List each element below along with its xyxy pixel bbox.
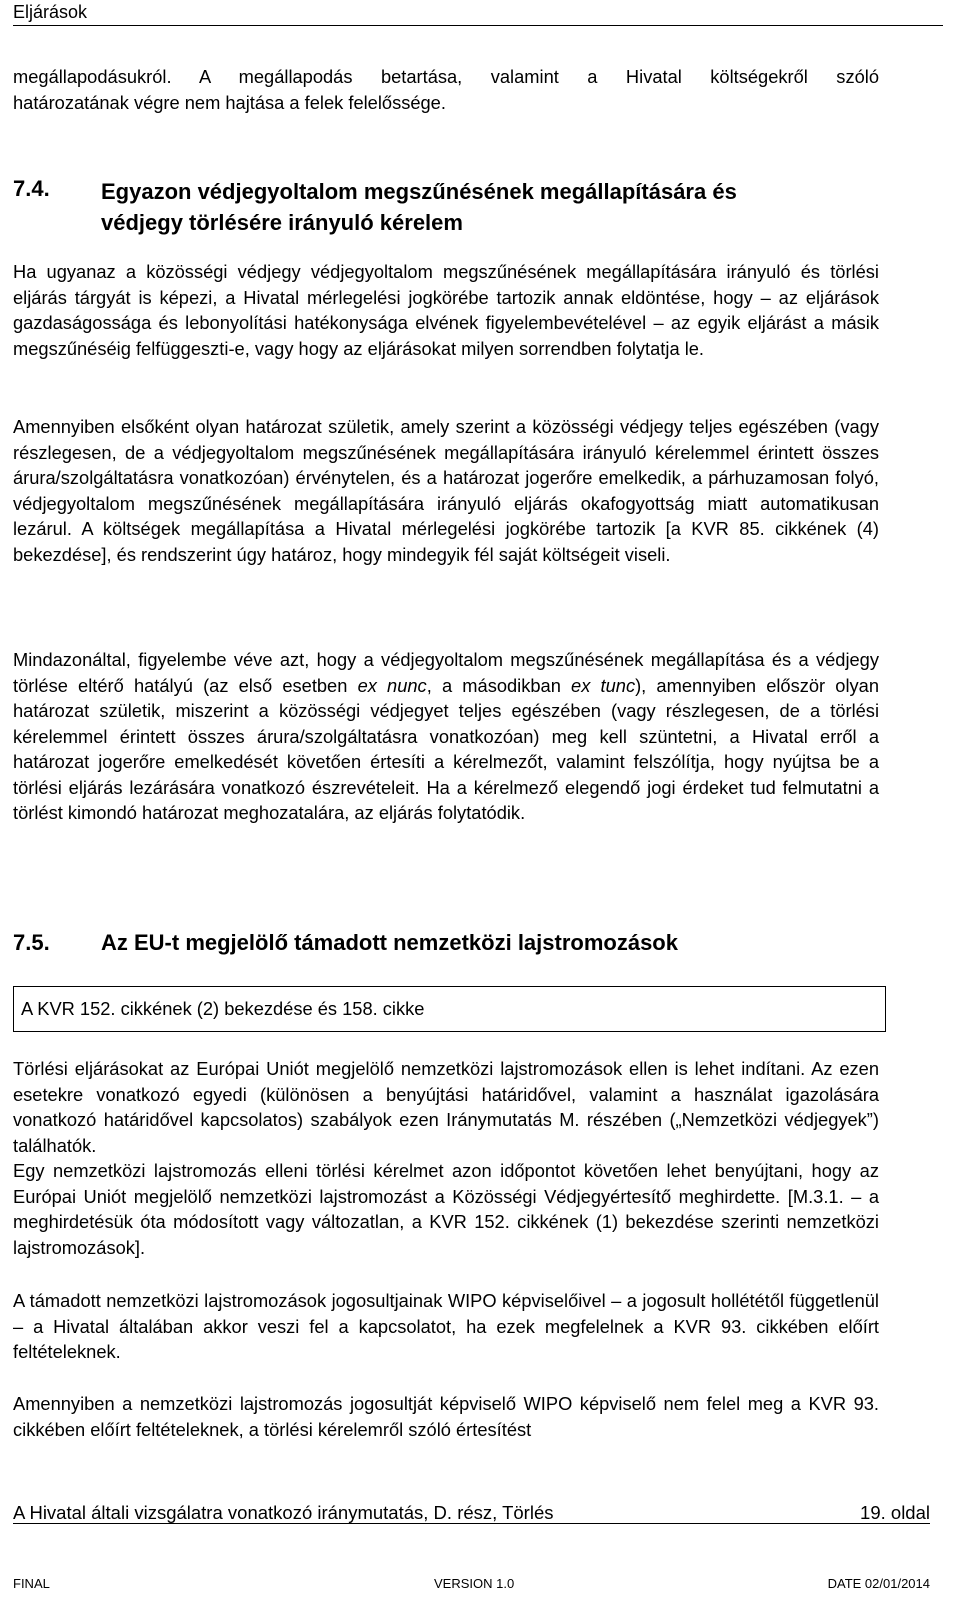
section-7-5-number: 7.5. [13, 930, 50, 955]
footer-status: FINAL [13, 1576, 50, 1591]
section-7-4-title-line-1: Egyazon védjegyoltalom megszűnésének megállapítására és [101, 179, 737, 204]
p3-text-c: ), amennyiben először olyan határozat születik, miszerint a közösségi védjegyet teljes egészében (vagy részlegesen, de a törlési kérelemmel érintett összes árura/szolgáltatásra vonatkozóan) meg kell szüntetni, a Hivatal erről a határozat jogerőre emelkedését követően értesíti a kérelmezőt, valamint felszólítja, hogy nyújtsa be a törlési eljárás lezárására vonatkozó észrevételeit. Ha a kérelmező elegendő jogi érdeket tud felmutatni a törlést kimondó határozat meghozatalára, az eljárás folytatódik. [13, 674, 880, 823]
section-7-5-title: Az EU-t megjelölő támadott nemzetközi lajstromozások [101, 930, 678, 955]
p3-text-b: , a másodikban [426, 674, 572, 696]
section-7-4-paragraph-3 [13, 647, 879, 826]
legal-reference-box [13, 986, 886, 1032]
p3-text-a: Mindazonáltal, figyelembe véve azt, hogy a védjegyoltalom megszűnésének megállapítása és a védjegy törlése eltérő hatályú (az első esetben [13, 649, 879, 696]
intro-line-1: megállapodásukról. A megállapodás betartása, valamint a Hivatal költségekről szóló [13, 66, 879, 87]
footer-document-title: A Hivatal általi vizsgálatra vonatkozó iránymutatás, D. rész, Törlés [13, 1502, 554, 1523]
footer-date: DATE 02/01/2014 [827, 1576, 930, 1591]
running-header: Eljárások [13, 2, 88, 22]
section-7-5-paragraph-2: Egy nemzetközi lajstromozás elleni törlési kérelmet azon időpontot követően lehet benyújtani, hogy az Európai Uniót megjelölő nemzetközi lajstromozást a Közösségi Védjegyértesítő meghirdette. [M.3.1. – a meghirdetésük óta módosított vagy változatlan, a KVR 152. cikkének (1) bekezdése szerinti nemzetközi lajstromozások]. [13, 1160, 879, 1258]
footer-rule [13, 1523, 930, 1524]
footer-version: VERSION 1.0 [434, 1576, 515, 1591]
p3-latin-ex-nunc: ex nunc [357, 674, 427, 696]
intro-paragraph [13, 64, 879, 115]
footer-page-number: 19. oldal [860, 1502, 930, 1523]
section-7-4-title [101, 176, 881, 238]
header-rule [13, 25, 943, 26]
section-7-4-paragraph-1: Ha ugyanaz a közösségi védjegy védjegyoltalom megszűnésének megállapítására irányuló és törlési eljárás tárgyát is képezi, a Hivatal mérlegelési jogkörébe tartozik annak eldöntése, hogy – az eljárások gazdaságossága és lebonyolítási hatékonysága elvének figyelembevételével – az egyik eljárást a másik megszűnéséig felfüggeszti-e, vagy hogy az eljárásokat milyen sorrendben folytatja le. [13, 261, 879, 359]
section-7-4-title-line-2: védjegy törlésére irányuló kérelem [101, 210, 463, 235]
section-7-5-paragraph-1: Törlési eljárásokat az Európai Uniót megjelölő nemzetközi lajstromozások ellen is lehet indítani. Az ezen esetekre vonatkozó egyedi (különösen a benyújtási határidővel, valamint a használat igazolására vonatkozó határidővel kapcsolatos) szabályok ezen Iránymutatás M. részében („Nemzetközi védjegyek”) találhatók. [13, 1058, 879, 1156]
section-7-4-number: 7.4. [13, 176, 50, 201]
section-7-5-paragraph-3: A támadott nemzetközi lajstromozások jogosultjainak WIPO képviselőivel – a jogosult hollététől függetlenül – a Hivatal általában akkor veszi fel a kapcsolatot, ha ezek megfelelnek a KVR 93. cikkében előírt feltételeknek. [13, 1290, 879, 1362]
intro-line-2: határozatának végre nem hajtása a felek felelőssége. [13, 91, 446, 113]
legal-reference-text: A KVR 152. cikkének (2) bekezdése és 158. cikke [21, 998, 425, 1019]
section-7-4-paragraph-2: Amennyiben elsőként olyan határozat születik, amely szerint a közösségi védjegy teljes egészében (vagy részlegesen, de a védjegyoltalom megszűnésének megállapítására irányuló kérelemmel érintett összes árura/szolgáltatásra vonatkozóan) érvénytelen, és a határozat jogerőre emelkedik, a párhuzamosan folyó, védjegyoltalom megszűnésének megállapítására irányuló eljárás okafogyottság miatt automatikusan lezárul. A költségek megállapítása a Hivatal mérlegelési jogkörébe tartozik [a KVR 85. cikkének (4) bekezdése], és rendszerint úgy határoz, hogy mindegyik fél saját költségeit viseli. [13, 416, 879, 565]
section-7-5-paragraph-4: Amennyiben a nemzetközi lajstromozás jogosultját képviselő WIPO képviselő nem felel meg a KVR 93. cikkében előírt feltételeknek, a törlési kérelemről szóló értesítést [13, 1393, 879, 1440]
p3-latin-ex-tunc: ex tunc [571, 674, 636, 696]
